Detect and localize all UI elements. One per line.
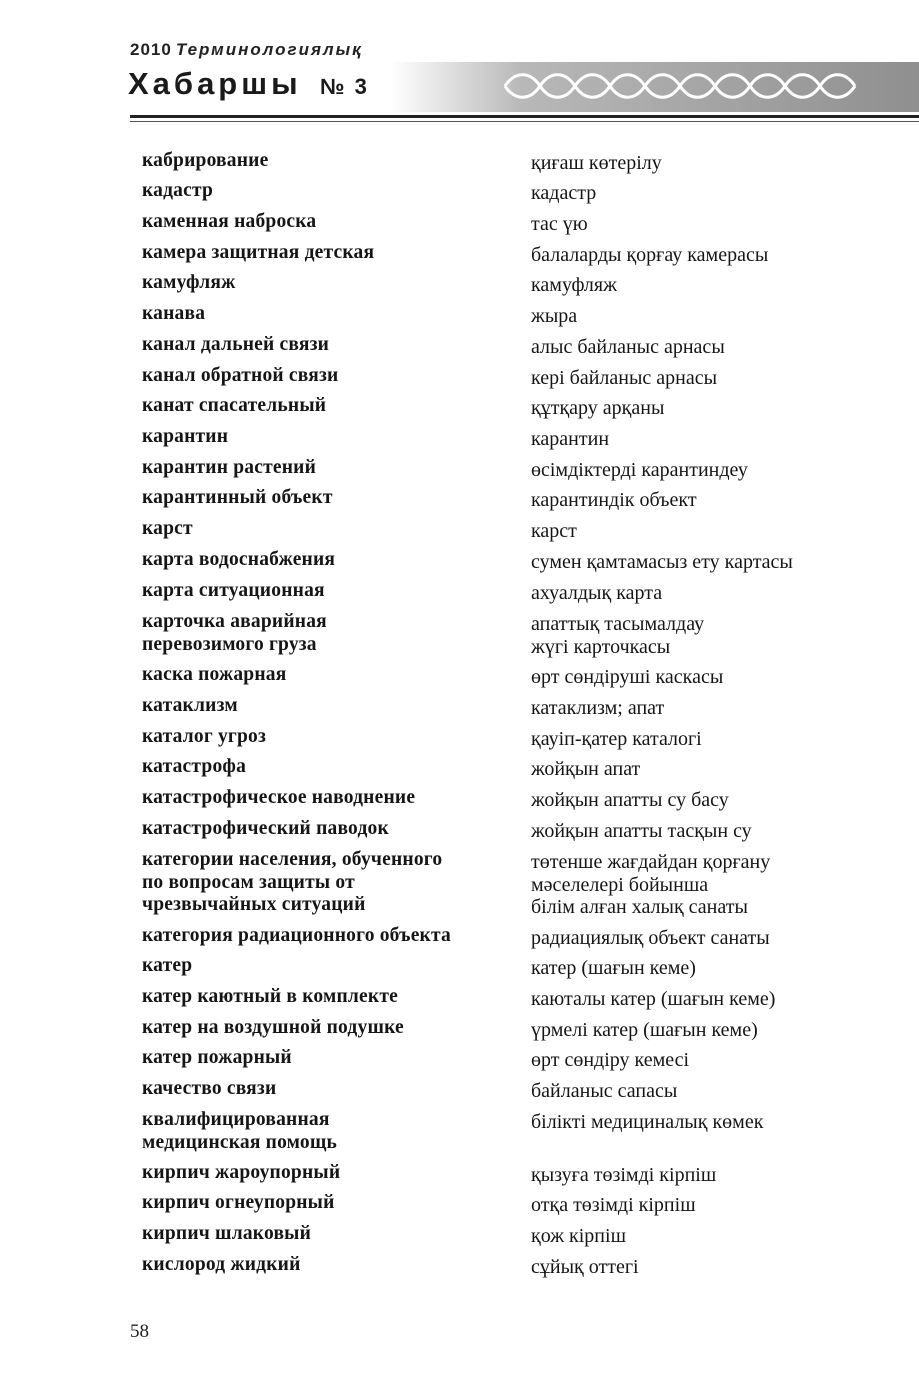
translation-line: байланыс сапасы	[531, 1080, 678, 1102]
translation-line: жыра	[531, 305, 578, 327]
term-ru	[142, 611, 512, 656]
term-line: чрезвычайных ситуаций	[142, 894, 366, 915]
term-line: карта ситуационная	[142, 580, 325, 601]
translation-kk	[531, 666, 901, 689]
translation-line: өрт сөндіруші каскасы	[531, 666, 724, 688]
term-ru	[142, 818, 512, 841]
translation-kk	[531, 728, 901, 751]
translation-kk	[531, 613, 901, 658]
term-ru	[142, 1223, 512, 1246]
translation-kk	[531, 397, 901, 420]
translation-line: радиациялық объект санаты	[531, 927, 770, 949]
translation-line: өрт сөндіру кемесі	[531, 1049, 690, 1071]
term-ru	[142, 150, 512, 173]
term-line: качество связи	[142, 1078, 277, 1099]
term-line: канава	[142, 303, 206, 324]
term-ru	[142, 272, 512, 295]
term-line: карта водоснабжения	[142, 549, 336, 570]
translation-kk	[531, 1019, 901, 1042]
term-ru	[142, 334, 512, 357]
term-ru	[142, 395, 512, 418]
translation-kk	[531, 551, 901, 574]
translation-line: карантиндік объект	[531, 489, 697, 511]
term-line: категория радиационного объекта	[142, 925, 451, 946]
translation-line: алыс байланыс арнасы	[531, 336, 725, 358]
term-line: канат спасательный	[142, 395, 327, 416]
term-line: катер каютный в комплекте	[142, 986, 398, 1007]
term-line: канал обратной связи	[142, 365, 339, 386]
term-line: карантин растений	[142, 457, 317, 478]
term-ru	[142, 664, 512, 687]
translation-kk	[531, 459, 901, 482]
translation-kk	[531, 244, 901, 267]
translation-line: жойқын апат	[531, 758, 641, 780]
translation-kk	[531, 758, 901, 781]
term-ru	[142, 365, 512, 388]
term-ru	[142, 849, 512, 917]
translation-kk	[531, 367, 901, 390]
term-line: камера защитная детская	[142, 242, 375, 263]
translation-kk	[531, 213, 901, 236]
term-ru	[142, 955, 512, 978]
term-line: кабрирование	[142, 150, 269, 171]
translation-line: карантин	[531, 428, 610, 450]
journal-title: Хабаршы	[128, 66, 302, 101]
translation-line: мәселелері бойынша	[531, 873, 709, 896]
term-ru	[142, 518, 512, 541]
term-line: карточка аварийная	[142, 611, 327, 632]
translation-kk	[531, 1111, 901, 1134]
translation-line: тас үю	[531, 213, 588, 235]
term-ru	[142, 1109, 512, 1154]
translation-kk	[531, 305, 901, 328]
translation-line: кадастр	[531, 182, 597, 204]
term-ru	[142, 1078, 512, 1101]
term-line: карантинный объект	[142, 487, 333, 508]
term-line: кирпич огнеупорный	[142, 1192, 335, 1213]
translation-kk	[531, 336, 901, 359]
journal-year: 2010	[130, 40, 172, 59]
term-ru	[142, 180, 512, 203]
term-ru	[142, 1017, 512, 1040]
translation-kk	[531, 789, 901, 812]
term-line: канал дальней связи	[142, 334, 330, 355]
term-line: по вопросам защиты от	[142, 871, 355, 893]
translation-line: катер (шағын кеме)	[531, 957, 696, 979]
translation-line: сұйық оттегі	[531, 1256, 639, 1278]
term-ru	[142, 787, 512, 810]
translation-line: жойқын апатты су басу	[531, 789, 729, 811]
translation-kk	[531, 152, 901, 175]
translation-line: балаларды қорғау камерасы	[531, 244, 769, 266]
issue-number: № 3	[320, 74, 369, 99]
translation-kk	[531, 1080, 901, 1103]
term-line: кислород жидкий	[142, 1254, 301, 1275]
translation-kk	[531, 851, 901, 919]
term-ru	[142, 487, 512, 510]
term-ru	[142, 457, 512, 480]
translation-line: қызуға төзімді кірпіш	[531, 1164, 717, 1186]
translation-kk	[531, 274, 901, 297]
translation-line: кері байланыс арнасы	[531, 367, 718, 389]
translation-line: қауіп-қатер каталогі	[531, 728, 702, 750]
translation-kk	[531, 988, 901, 1011]
translation-kk	[531, 697, 901, 720]
translation-line: жойқын апатты тасқын су	[531, 820, 752, 842]
term-line: медицинская помощь	[142, 1131, 338, 1153]
translation-line: ахуалдық карта	[531, 582, 663, 604]
term-ru	[142, 1192, 512, 1215]
translation-kk	[531, 489, 901, 512]
term-ru	[142, 1047, 512, 1070]
term-line: каменная наброска	[142, 211, 317, 232]
term-line: кадастр	[142, 180, 214, 201]
translation-line: қож кірпіш	[531, 1225, 626, 1247]
translation-kk	[531, 1049, 901, 1072]
term-line: кирпич жароупорный	[142, 1162, 341, 1183]
term-line: катастрофа	[142, 756, 247, 777]
translation-kk	[531, 1225, 901, 1248]
term-ru	[142, 426, 512, 449]
translation-kk	[531, 428, 901, 451]
term-line: карст	[142, 518, 193, 539]
term-ru	[142, 242, 512, 265]
term-ru	[142, 726, 512, 749]
translation-kk	[531, 182, 901, 205]
term-line: катастрофическое наводнение	[142, 787, 416, 808]
term-ru	[142, 925, 512, 948]
translation-line: каюталы катер (шағын кеме)	[531, 988, 776, 1010]
translation-line: қиғаш көтерілу	[531, 152, 662, 174]
translation-line: білікті медициналық көмек	[531, 1111, 764, 1133]
translation-line: карст	[531, 520, 577, 542]
translation-line: өсімдіктерді карантиндеу	[531, 459, 748, 481]
term-ru	[142, 549, 512, 572]
translation-line: катаклизм; апат	[531, 697, 665, 719]
translation-kk	[531, 957, 901, 980]
translation-line: үрмелі катер (шағын кеме)	[531, 1019, 758, 1041]
translation-line: жүгі карточкасы	[531, 635, 671, 658]
term-line: камуфляж	[142, 272, 236, 293]
translation-kk	[531, 927, 901, 950]
translation-kk	[531, 520, 901, 543]
translation-line: төтенше жағдайдан қорғану	[531, 851, 771, 873]
translation-line: білім алған халық санаты	[531, 896, 748, 918]
term-line: категории населения, обученного	[142, 849, 443, 870]
term-ru	[142, 986, 512, 1009]
term-ru	[142, 695, 512, 718]
translation-line: сумен қамтамасыз ету картасы	[531, 551, 793, 573]
term-line: каска пожарная	[142, 664, 287, 685]
translation-line: құтқару арқаны	[531, 397, 665, 419]
term-line: каталог угроз	[142, 726, 266, 747]
translation-kk	[531, 1164, 901, 1187]
term-ru	[142, 211, 512, 234]
term-line: карантин	[142, 426, 229, 447]
page-number: 58	[130, 1321, 149, 1342]
translation-line: камуфляж	[531, 274, 617, 296]
term-line: катастрофический паводок	[142, 818, 389, 839]
term-line: катер пожарный	[142, 1047, 292, 1068]
term-line: квалифицированная	[142, 1109, 330, 1130]
term-line: кирпич шлаковый	[142, 1223, 312, 1244]
term-ru	[142, 756, 512, 779]
term-line: перевозимого груза	[142, 633, 317, 655]
translation-kk	[531, 1194, 901, 1217]
term-ru	[142, 580, 512, 603]
term-line: катер	[142, 955, 193, 976]
term-ru	[142, 303, 512, 326]
term-line: катер на воздушной подушке	[142, 1017, 404, 1038]
translation-kk	[531, 820, 901, 843]
translation-line: отқа төзімді кірпіш	[531, 1194, 696, 1216]
journal-series: Терминологиялық	[175, 40, 363, 59]
term-ru	[142, 1162, 512, 1185]
translation-kk	[531, 582, 901, 605]
term-line: катаклизм	[142, 695, 238, 716]
translation-line: апаттық тасымалдау	[531, 613, 705, 635]
term-ru	[142, 1254, 512, 1277]
translation-kk	[531, 1256, 901, 1279]
